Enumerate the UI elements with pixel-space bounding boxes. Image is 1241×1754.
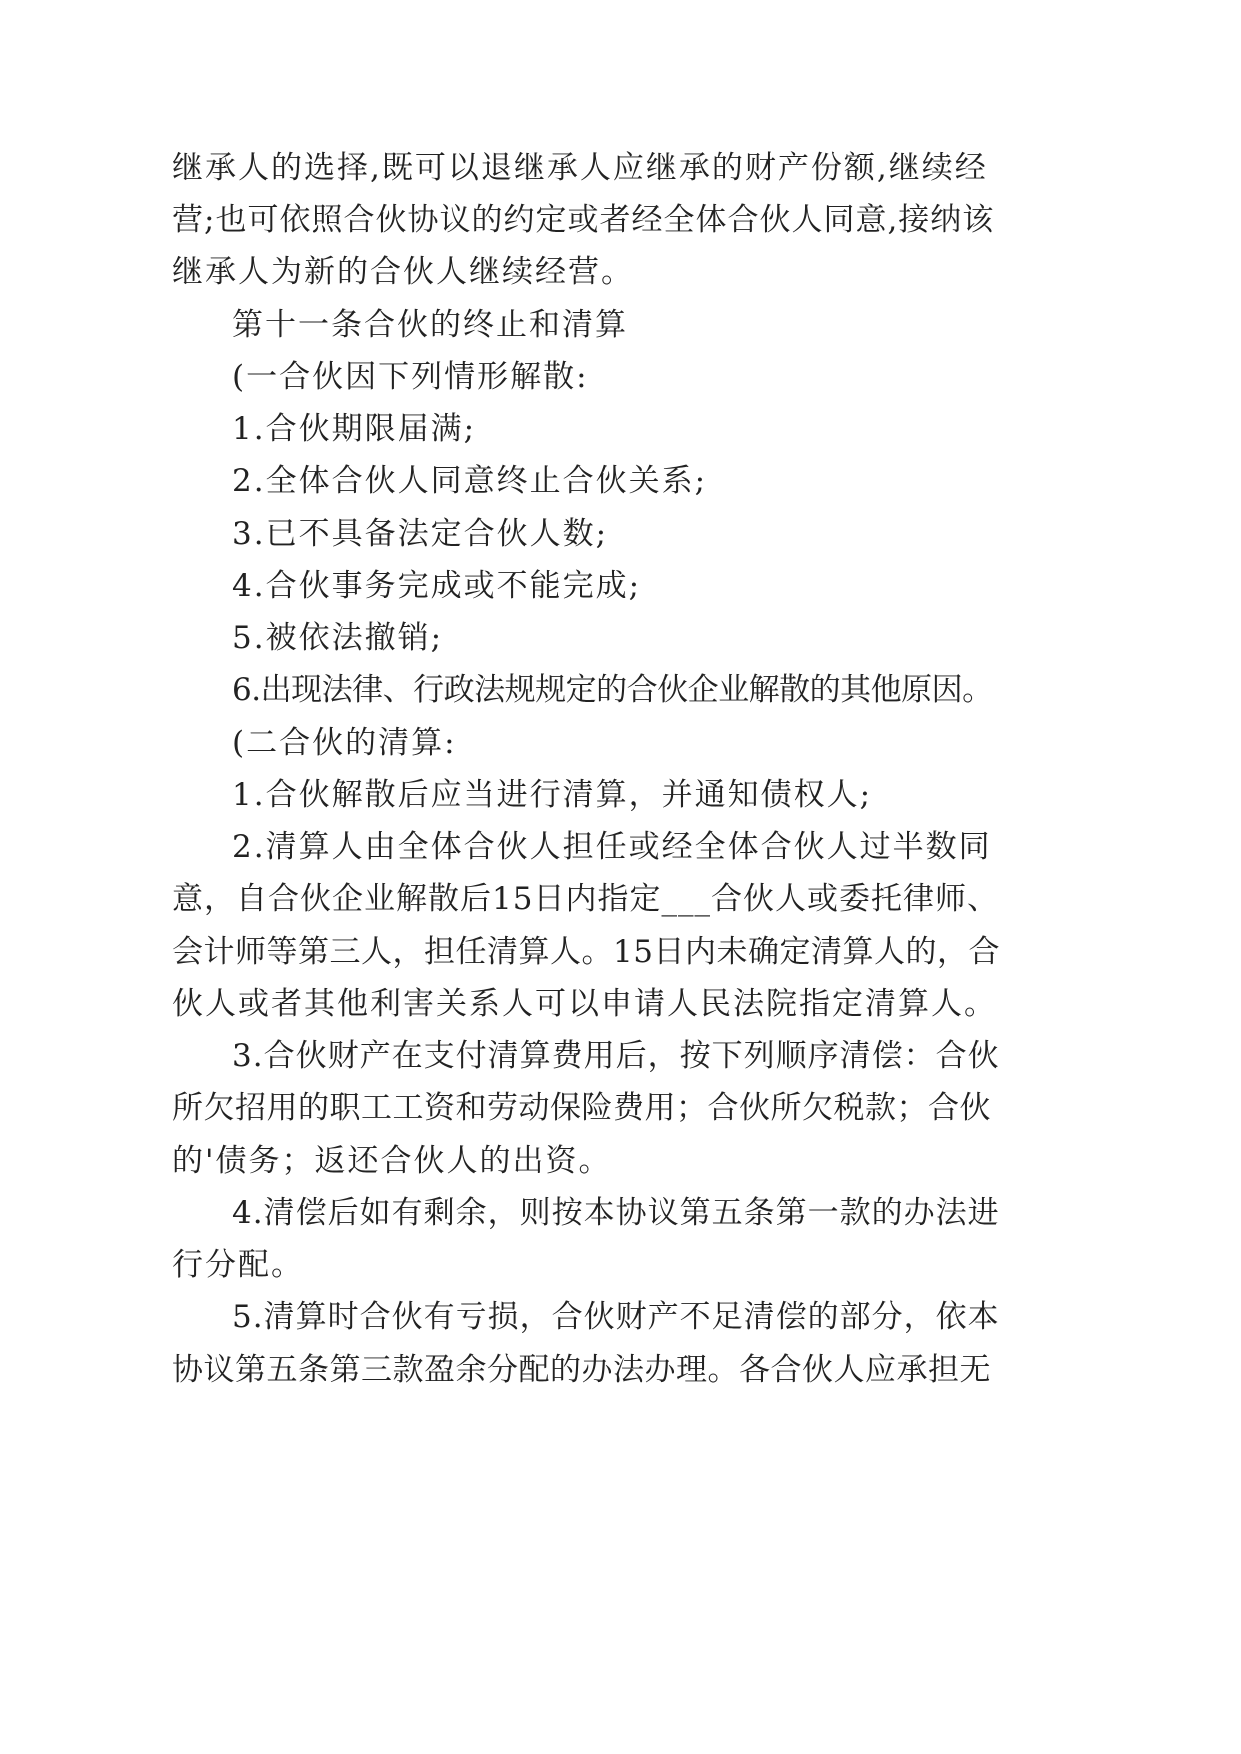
paragraph-line: 会计师等第三人，担任清算人。15日内未确定清算人的，合 <box>172 934 1000 970</box>
paragraph-line: 继承人的选择,既可以退继承人应继承的财产份额,继续经 <box>172 150 988 186</box>
list-item: 3.合伙财产在支付清算费用后，按下列顺序清偿：合伙 <box>232 1038 1000 1074</box>
list-item: 2.全体合伙人同意终止合伙关系; <box>232 463 708 499</box>
section-heading: 第十一条合伙的终止和清算 <box>232 307 628 343</box>
paragraph-line: 所欠招用的职工工资和劳动保险费用；合伙所欠税款；合伙 <box>172 1090 991 1126</box>
paragraph-line: 继承人为新的合伙人继续经营。 <box>172 254 634 290</box>
paragraph-line: 意，自合伙企业解散后15日内指定___合伙人或委托律师、 <box>172 881 999 917</box>
paragraph-line: 伙人或者其他利害关系人可以申请人民法院指定清算人。 <box>172 986 997 1022</box>
list-item: 2.清算人由全体合伙人担任或经全体合伙人过半数同 <box>232 829 992 865</box>
list-item: 6.出现法律、行政法规规定的合伙企业解散的其他原因。 <box>232 672 993 708</box>
list-item: 5.清算时合伙有亏损，合伙财产不足清偿的部分，依本 <box>232 1299 1000 1335</box>
list-item: 1.合伙解散后应当进行清算，并通知债权人; <box>232 777 873 813</box>
subsection-heading: (一合伙因下列情形解散: <box>232 359 589 395</box>
list-item: 1.合伙期限届满; <box>232 411 477 447</box>
paragraph-line: 营;也可依照合伙协议的约定或者经全体合伙人同意,接纳该 <box>172 202 995 238</box>
list-item: 4.合伙事务完成或不能完成; <box>232 568 642 604</box>
paragraph-line: 协议第五条第三款盈余分配的办法办理。各合伙人应承担无 <box>172 1352 991 1388</box>
list-item: 4.清偿后如有剩余，则按本协议第五条第一款的办法进 <box>232 1195 1000 1231</box>
subsection-heading: (二合伙的清算: <box>232 725 457 761</box>
list-item: 3.已不具备法定合伙人数; <box>232 516 609 552</box>
paragraph-line: 行分配。 <box>172 1247 304 1283</box>
list-item: 5.被依法撤销; <box>232 620 444 656</box>
paragraph-line: 的'债务；返还合伙人的出资。 <box>172 1143 612 1179</box>
